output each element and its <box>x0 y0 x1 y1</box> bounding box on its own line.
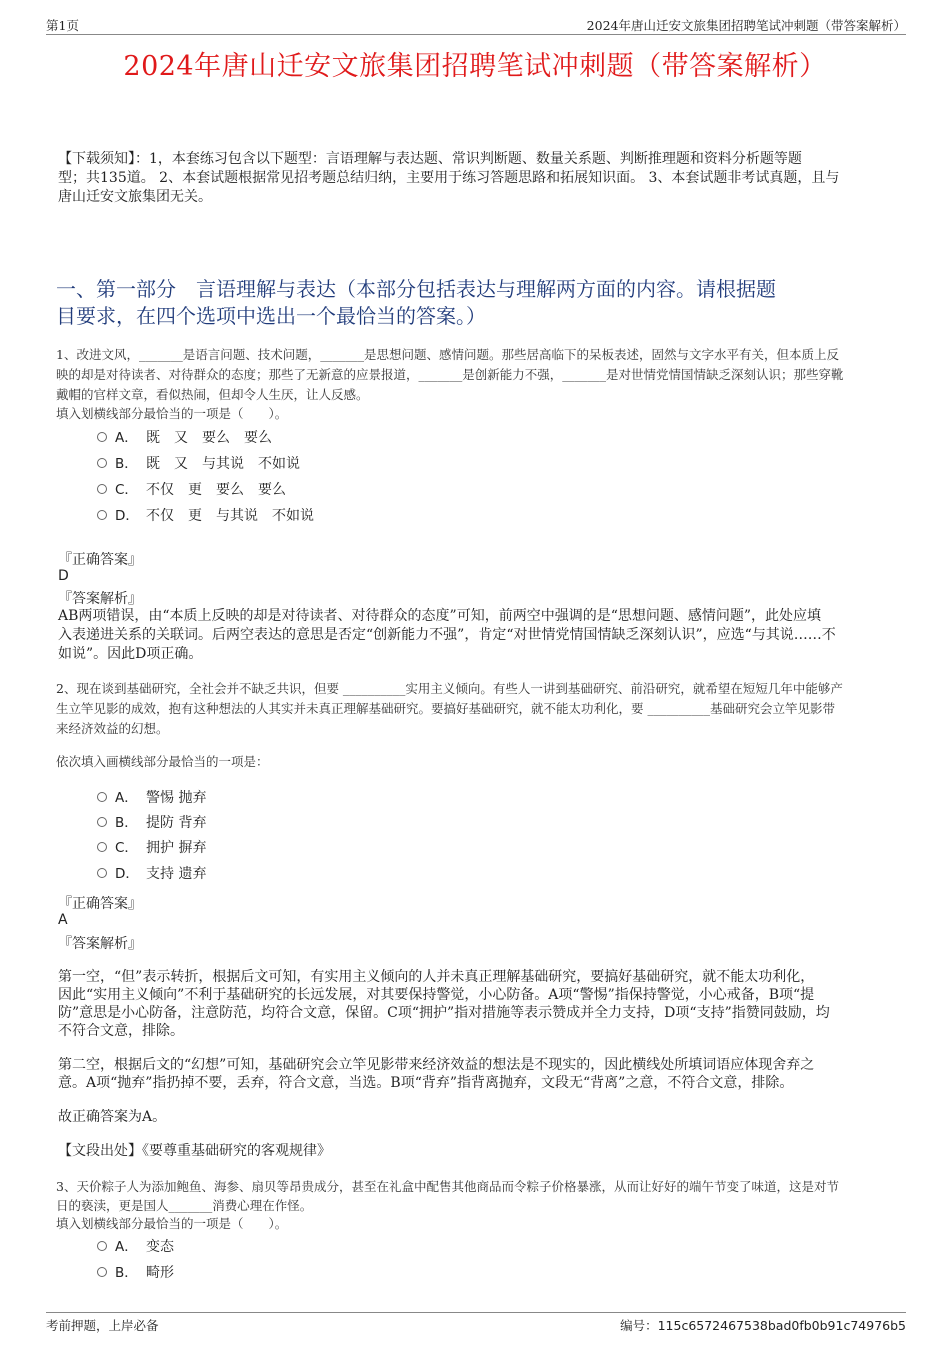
q1-text-line-1: 1、改进文风，_______是语言问题、技术问题，_______是思想问题、感情问题。那些居高临下的呆板表述，固然与文字水平有关，但本质上反 <box>56 347 839 362</box>
q1-prompt: 填入划横线部分最恰当的一项是（ ）。 <box>56 406 288 421</box>
q1-answer-label: 『正确答案』 <box>58 552 142 568</box>
q3-option-a[interactable]: A． 变态 <box>97 1236 174 1258</box>
q1-text-line-3: 戴帽的官样文章，看似热闹，但却令人生厌，让人反感。 <box>56 387 369 402</box>
q1-option-d[interactable]: D． 不仅 更 与其说 不如说 <box>97 505 314 527</box>
radio-icon[interactable] <box>97 842 107 852</box>
q1-analysis-line-1: AB两项错误，由“本质上反映的却是对待读者、对待群众的态度”可知，前两空中强调的是“思想问题、感情问题”，此处应填 <box>58 608 822 624</box>
q2-text-line-3: 来经济效益的幻想。 <box>56 721 169 736</box>
q3-option-b[interactable]: B． 畸形 <box>97 1262 174 1284</box>
notice-line-1: 【下载须知】：1，本套练习包含以下题型：言语理解与表达题、常识判断题、数量关系题、判断推理题和资料分析题等题 <box>58 151 802 167</box>
page-header <box>46 14 906 35</box>
footer-slogan: 考前押题，上岸必备 <box>46 1318 159 1333</box>
q2-source: 【文段出处】《要尊重基础研究的客观规律》 <box>58 1143 331 1159</box>
q2-analysis-p1-line-4: 不符合文意，排除。 <box>58 1023 184 1039</box>
q1-analysis-line-3: 如说”。因此D项正确。 <box>58 646 203 662</box>
q2-answer-label: 『正确答案』 <box>58 896 142 912</box>
q2-text-line-1: 2、现在谈到基础研究，全社会并不缺乏共识，但要 __________实用主义倾向。有些人一讲到基础研究、前沿研究，就希望在短短几年中能够产 <box>56 681 843 696</box>
q2-option-c[interactable]: C． 拥护 摒弃 <box>97 837 206 859</box>
radio-icon[interactable] <box>97 792 107 802</box>
radio-icon[interactable] <box>97 484 107 494</box>
radio-icon[interactable] <box>97 1241 107 1251</box>
q2-option-d[interactable]: D． 支持 遗弃 <box>97 863 206 885</box>
radio-icon[interactable] <box>97 1267 107 1277</box>
q2-prompt: 依次填入画横线部分最恰当的一项是： <box>56 754 269 769</box>
q2-analysis-label: 『答案解析』 <box>58 936 142 952</box>
header-doc-title: 2024年唐山迁安文旅集团招聘笔试冲刺题（带答案解析） <box>586 18 906 33</box>
q1-analysis-line-2: 入表递进关系的关联词。后两空表达的意思是否定“创新能力不强”，肯定“对世情党情国情缺乏深刻认识”，应选“与其说……不 <box>58 627 836 643</box>
notice-line-2: 型；共135道。 2、本套试题根据常见招考题总结归纳，主要用于练习答题思路和拓展知识面。 3、本套试题非考试真题，且与 <box>58 170 840 186</box>
q1-text-line-2: 映的却是对待读者、对待群众的态度；那些了无新意的应景报道，_______是创新能力不强，_______是对世情党情国情缺乏深刻认识；那些穿靴 <box>56 367 844 382</box>
section-heading-line-1: 一、第一部分 言语理解与表达（本部分包括表达与理解两方面的内容。请根据题 <box>56 277 776 301</box>
radio-icon[interactable] <box>97 510 107 520</box>
q2-analysis-p2-line-2: 意。A项“抛弃”指扔掉不要，丢弃，符合文意，当选。B项“背弃”指背离抛弃，文段无“背离”之意，不符合文意，排除。 <box>58 1075 794 1091</box>
q3-text-line-1: 3、天价粽子人为添加鲍鱼、海参、扇贝等昂贵成分，甚至在礼盒中配售其他商品而令粽子价格暴涨，从而让好好的端午节变了味道，这是对节 <box>56 1179 839 1194</box>
footer-code: 115c6572467538bad0fb0b91c74976b5 <box>657 1318 906 1333</box>
q2-text-line-2: 生立竿见影的成效，抱有这种想法的人其实并未真正理解基础研究。要搞好基础研究，就不能太功利化，要 __________基础研究会立竿见影带 <box>56 701 835 716</box>
q2-conclusion: 故正确答案为A。 <box>58 1109 167 1125</box>
q1-answer: D <box>58 568 69 584</box>
notice-line-3: 唐山迁安文旅集团无关。 <box>58 189 212 205</box>
radio-icon[interactable] <box>97 432 107 442</box>
document-title: 2024年唐山迁安文旅集团招聘笔试冲刺题（带答案解析） <box>123 51 827 82</box>
radio-icon[interactable] <box>97 458 107 468</box>
q1-option-b[interactable]: B． 既 又 与其说 不如说 <box>97 453 300 475</box>
q2-answer: A <box>58 912 68 928</box>
q2-analysis-p1-line-2: 因此“实用主义倾向”不利于基础研究的长远发展，对其要保持警觉，小心防备。A项“警惕”指保持警觉，小心戒备，B项“提 <box>58 987 815 1003</box>
q2-option-b[interactable]: B． 提防 背弃 <box>97 812 206 834</box>
section-heading-line-2: 目要求，在四个选项中选出一个最恰当的答案。） <box>56 304 486 328</box>
q1-analysis-label: 『答案解析』 <box>58 591 142 607</box>
q3-prompt: 填入划横线部分最恰当的一项是（ ）。 <box>56 1216 288 1231</box>
q2-analysis-p1-line-1: 第一空，“但”表示转折，根据后文可知，有实用主义倾向的人并未真正理解基础研究，要搞好基础研究，就不能太功利化， <box>58 969 815 985</box>
q2-analysis-p2-line-1: 第二空，根据后文的“幻想”可知，基础研究会立竿见影带来经济效益的想法是不现实的，因此横线处所填词语应体现舍弃之 <box>58 1057 815 1073</box>
q2-analysis-p1-line-3: 防”意思是小心防备，注意防范，均符合文意，保留。C项“拥护”指对措施等表示赞成并全力支持，D项“支持”指赞同鼓励，均 <box>58 1005 830 1021</box>
radio-icon[interactable] <box>97 868 107 878</box>
footer-code-block <box>620 1316 906 1334</box>
q1-option-a[interactable]: A． 既 又 要么 要么 <box>97 427 272 449</box>
page-footer <box>46 1312 906 1333</box>
page-number: 第1页 <box>46 18 79 33</box>
q3-text-line-2: 日的亵渎，更是国人_______消费心理在作怪。 <box>56 1198 313 1213</box>
q1-option-c[interactable]: C． 不仅 更 要么 要么 <box>97 479 286 501</box>
radio-icon[interactable] <box>97 817 107 827</box>
footer-code-label: 编号： <box>620 1318 658 1333</box>
q2-option-a[interactable]: A． 警惕 抛弃 <box>97 787 206 809</box>
